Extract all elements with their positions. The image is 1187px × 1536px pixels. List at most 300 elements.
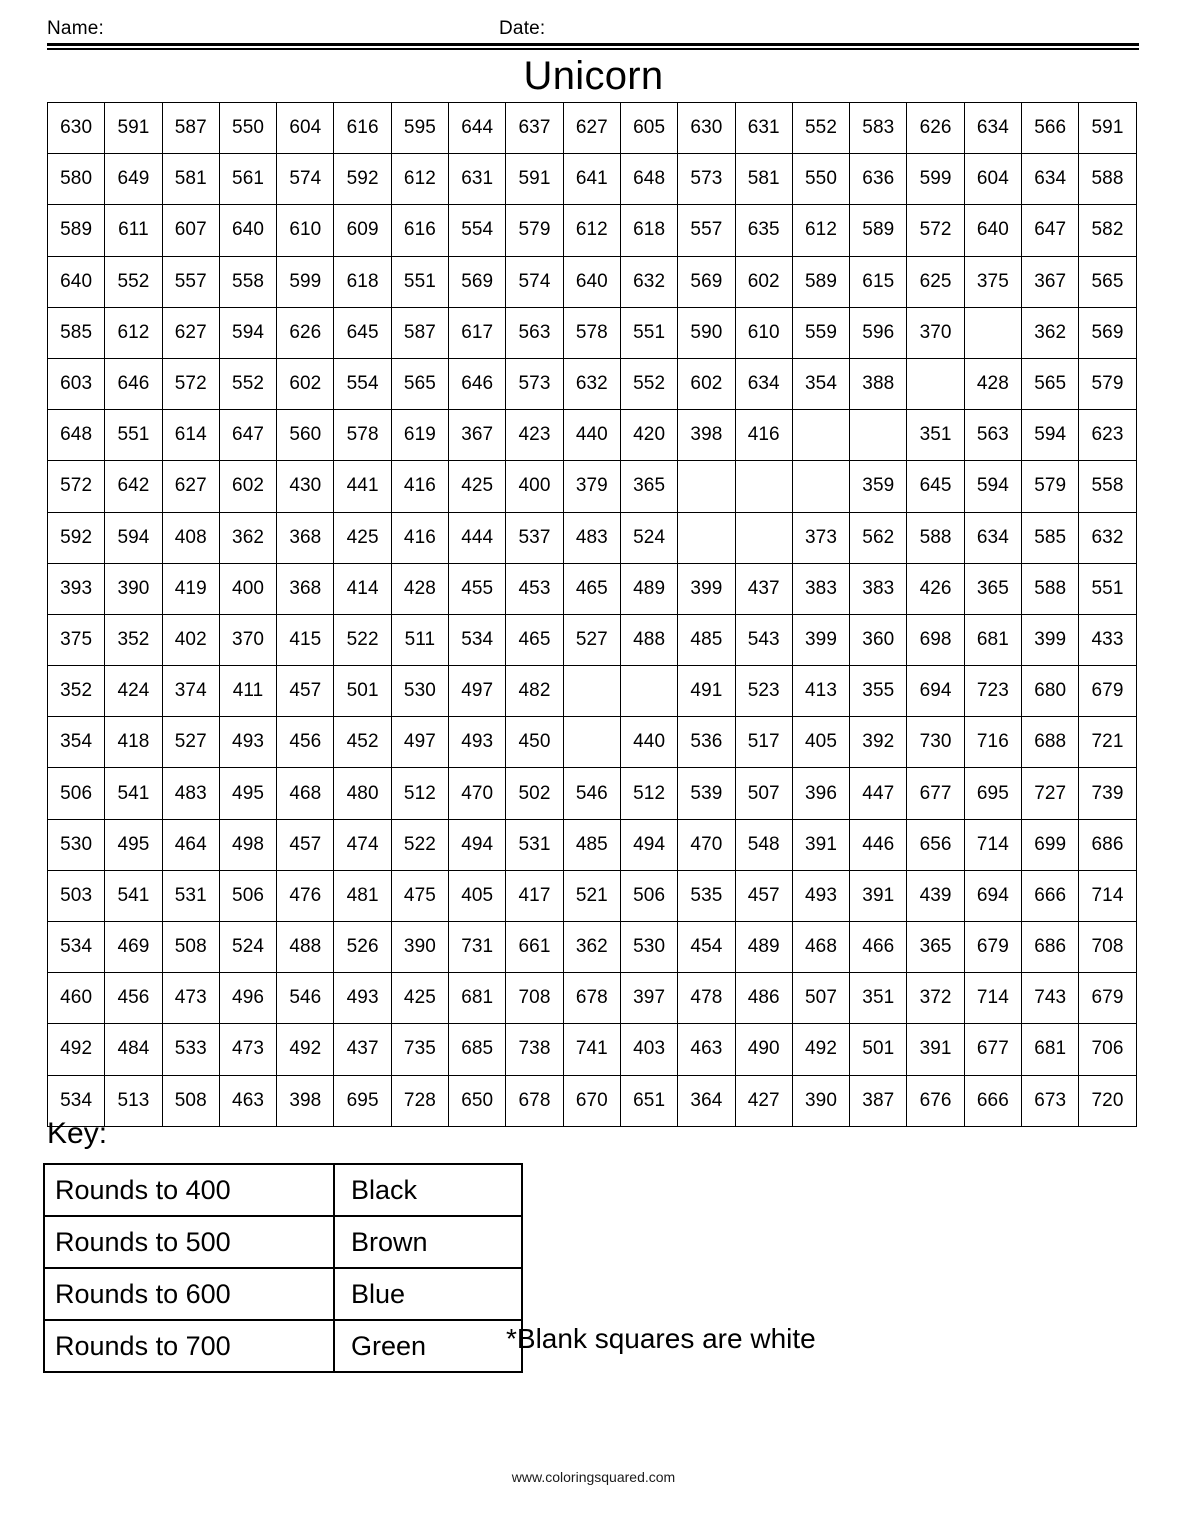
grid-cell[interactable]: 632 [620, 256, 677, 307]
grid-cell[interactable]: 530 [620, 922, 677, 973]
grid-cell[interactable]: 612 [105, 307, 162, 358]
grid-cell[interactable]: 650 [449, 1075, 506, 1126]
grid-cell[interactable]: 594 [219, 307, 276, 358]
grid-cell[interactable]: 483 [162, 768, 219, 819]
grid-cell[interactable]: 552 [620, 358, 677, 409]
grid-cell[interactable]: 522 [391, 819, 448, 870]
grid-cell[interactable]: 615 [850, 256, 907, 307]
grid-cell-blank[interactable] [563, 666, 620, 717]
grid-cell[interactable]: 579 [1079, 358, 1136, 409]
grid-cell[interactable]: 634 [964, 103, 1021, 154]
grid-cell[interactable]: 447 [850, 768, 907, 819]
grid-cell-blank[interactable] [678, 512, 735, 563]
grid-cell[interactable]: 470 [678, 819, 735, 870]
grid-cell[interactable]: 511 [391, 614, 448, 665]
grid-cell[interactable]: 530 [391, 666, 448, 717]
grid-cell[interactable]: 605 [620, 103, 677, 154]
grid-cell[interactable]: 454 [678, 922, 735, 973]
grid-cell[interactable]: 365 [964, 563, 1021, 614]
grid-cell[interactable]: 634 [735, 358, 792, 409]
grid-cell[interactable]: 501 [334, 666, 391, 717]
grid-cell[interactable]: 644 [449, 103, 506, 154]
grid-cell-blank[interactable] [850, 410, 907, 461]
grid-cell[interactable]: 450 [506, 717, 563, 768]
grid-cell-blank[interactable] [907, 358, 964, 409]
grid-cell[interactable]: 727 [1022, 768, 1079, 819]
grid-cell[interactable]: 524 [219, 922, 276, 973]
grid-cell[interactable]: 523 [735, 666, 792, 717]
grid-cell[interactable]: 591 [1079, 103, 1136, 154]
grid-cell[interactable]: 735 [391, 1024, 448, 1075]
grid-cell[interactable]: 455 [449, 563, 506, 614]
grid-cell[interactable]: 427 [735, 1075, 792, 1126]
grid-cell[interactable]: 552 [792, 103, 849, 154]
grid-cell[interactable]: 594 [1022, 410, 1079, 461]
grid-cell[interactable]: 551 [391, 256, 448, 307]
grid-cell[interactable]: 563 [964, 410, 1021, 461]
grid-cell[interactable]: 368 [277, 512, 334, 563]
grid-cell[interactable]: 550 [219, 103, 276, 154]
grid-cell[interactable]: 405 [792, 717, 849, 768]
grid-cell[interactable]: 430 [277, 461, 334, 512]
grid-cell[interactable]: 640 [219, 205, 276, 256]
grid-cell[interactable]: 399 [792, 614, 849, 665]
grid-cell[interactable]: 610 [277, 205, 334, 256]
grid-cell[interactable]: 398 [678, 410, 735, 461]
grid-cell[interactable]: 351 [850, 973, 907, 1024]
grid-cell[interactable]: 360 [850, 614, 907, 665]
grid-cell[interactable]: 631 [735, 103, 792, 154]
grid-cell[interactable]: 594 [105, 512, 162, 563]
grid-cell[interactable]: 565 [391, 358, 448, 409]
grid-cell-blank[interactable] [563, 717, 620, 768]
grid-cell[interactable]: 714 [964, 819, 1021, 870]
grid-cell[interactable]: 589 [792, 256, 849, 307]
grid-cell[interactable]: 588 [907, 512, 964, 563]
grid-cell[interactable]: 460 [48, 973, 105, 1024]
grid-cell[interactable]: 565 [1079, 256, 1136, 307]
grid-cell[interactable]: 486 [735, 973, 792, 1024]
grid-cell[interactable]: 424 [105, 666, 162, 717]
grid-cell[interactable]: 618 [620, 205, 677, 256]
grid-cell[interactable]: 466 [850, 922, 907, 973]
grid-cell[interactable]: 364 [678, 1075, 735, 1126]
grid-cell[interactable]: 512 [620, 768, 677, 819]
grid-cell[interactable]: 485 [678, 614, 735, 665]
grid-cell[interactable]: 351 [907, 410, 964, 461]
grid-cell[interactable]: 688 [1022, 717, 1079, 768]
grid-cell[interactable]: 534 [48, 922, 105, 973]
grid-cell[interactable]: 390 [105, 563, 162, 614]
grid-cell[interactable]: 569 [1079, 307, 1136, 358]
grid-cell[interactable]: 354 [48, 717, 105, 768]
grid-cell[interactable]: 419 [162, 563, 219, 614]
grid-cell[interactable]: 616 [334, 103, 391, 154]
grid-cell[interactable]: 640 [964, 205, 1021, 256]
grid-cell[interactable]: 592 [334, 154, 391, 205]
grid-cell[interactable]: 390 [792, 1075, 849, 1126]
grid-cell[interactable]: 375 [48, 614, 105, 665]
grid-cell[interactable]: 679 [1079, 666, 1136, 717]
grid-cell[interactable]: 623 [1079, 410, 1136, 461]
grid-cell[interactable]: 694 [964, 870, 1021, 921]
grid-cell[interactable]: 468 [277, 768, 334, 819]
grid-cell[interactable]: 522 [334, 614, 391, 665]
grid-cell[interactable]: 368 [277, 563, 334, 614]
grid-cell[interactable]: 391 [850, 870, 907, 921]
grid-cell[interactable]: 561 [219, 154, 276, 205]
grid-cell[interactable]: 491 [678, 666, 735, 717]
grid-cell-blank[interactable] [678, 461, 735, 512]
grid-cell[interactable]: 444 [449, 512, 506, 563]
grid-cell[interactable]: 493 [219, 717, 276, 768]
grid-cell[interactable]: 602 [678, 358, 735, 409]
grid-cell[interactable]: 551 [1079, 563, 1136, 614]
grid-cell[interactable]: 541 [105, 870, 162, 921]
grid-cell[interactable]: 370 [907, 307, 964, 358]
grid-cell[interactable]: 678 [563, 973, 620, 1024]
grid-cell[interactable]: 587 [391, 307, 448, 358]
grid-cell[interactable]: 483 [563, 512, 620, 563]
grid-cell[interactable]: 670 [563, 1075, 620, 1126]
grid-cell[interactable]: 506 [620, 870, 677, 921]
grid-cell[interactable]: 604 [277, 103, 334, 154]
grid-cell[interactable]: 589 [48, 205, 105, 256]
grid-cell[interactable]: 370 [219, 614, 276, 665]
grid-cell[interactable]: 604 [964, 154, 1021, 205]
grid-cell[interactable]: 383 [850, 563, 907, 614]
grid-cell[interactable]: 602 [735, 256, 792, 307]
grid-cell[interactable]: 599 [907, 154, 964, 205]
grid-cell[interactable]: 493 [792, 870, 849, 921]
grid-cell[interactable]: 527 [563, 614, 620, 665]
grid-cell[interactable]: 365 [907, 922, 964, 973]
grid-cell[interactable]: 609 [334, 205, 391, 256]
grid-cell[interactable]: 618 [334, 256, 391, 307]
grid-cell[interactable]: 396 [792, 768, 849, 819]
grid-cell[interactable]: 498 [219, 819, 276, 870]
grid-cell[interactable]: 632 [1079, 512, 1136, 563]
grid-cell[interactable]: 457 [277, 666, 334, 717]
grid-cell[interactable]: 573 [678, 154, 735, 205]
grid-cell[interactable]: 611 [105, 205, 162, 256]
grid-cell-blank[interactable] [735, 461, 792, 512]
grid-cell[interactable]: 457 [735, 870, 792, 921]
grid-cell[interactable]: 379 [563, 461, 620, 512]
grid-cell[interactable]: 530 [48, 819, 105, 870]
grid-cell[interactable]: 666 [1022, 870, 1079, 921]
grid-cell[interactable]: 478 [678, 973, 735, 1024]
grid-cell[interactable]: 508 [162, 922, 219, 973]
grid-cell[interactable]: 383 [792, 563, 849, 614]
grid-cell[interactable]: 651 [620, 1075, 677, 1126]
grid-cell[interactable]: 533 [162, 1024, 219, 1075]
grid-cell[interactable]: 485 [563, 819, 620, 870]
grid-cell[interactable]: 557 [162, 256, 219, 307]
grid-cell[interactable]: 677 [907, 768, 964, 819]
grid-cell[interactable]: 590 [678, 307, 735, 358]
grid-cell[interactable]: 599 [277, 256, 334, 307]
grid-cell[interactable]: 679 [1079, 973, 1136, 1024]
grid-cell[interactable]: 551 [105, 410, 162, 461]
grid-cell[interactable]: 634 [964, 512, 1021, 563]
grid-cell[interactable]: 642 [105, 461, 162, 512]
grid-cell[interactable]: 634 [1022, 154, 1079, 205]
grid-cell[interactable]: 681 [1022, 1024, 1079, 1075]
grid-cell[interactable]: 506 [48, 768, 105, 819]
grid-cell[interactable]: 355 [850, 666, 907, 717]
grid-cell[interactable]: 423 [506, 410, 563, 461]
grid-cell[interactable]: 488 [277, 922, 334, 973]
grid-cell[interactable]: 640 [48, 256, 105, 307]
grid-cell[interactable]: 645 [907, 461, 964, 512]
grid-cell[interactable]: 574 [506, 256, 563, 307]
grid-cell[interactable]: 616 [391, 205, 448, 256]
grid-cell[interactable]: 569 [678, 256, 735, 307]
grid-cell[interactable]: 631 [449, 154, 506, 205]
grid-cell[interactable]: 495 [219, 768, 276, 819]
grid-cell[interactable]: 481 [334, 870, 391, 921]
grid-cell[interactable]: 738 [506, 1024, 563, 1075]
grid-cell[interactable]: 573 [506, 358, 563, 409]
grid-cell[interactable]: 588 [1079, 154, 1136, 205]
grid-cell[interactable]: 464 [162, 819, 219, 870]
grid-cell[interactable]: 415 [277, 614, 334, 665]
grid-cell[interactable]: 566 [1022, 103, 1079, 154]
grid-cell[interactable]: 531 [506, 819, 563, 870]
grid-cell-blank[interactable] [735, 512, 792, 563]
grid-cell[interactable]: 507 [735, 768, 792, 819]
grid-cell[interactable]: 592 [48, 512, 105, 563]
grid-cell[interactable]: 647 [219, 410, 276, 461]
grid-cell[interactable]: 619 [391, 410, 448, 461]
grid-cell[interactable]: 474 [334, 819, 391, 870]
grid-cell[interactable]: 679 [964, 922, 1021, 973]
grid-cell[interactable]: 414 [334, 563, 391, 614]
grid-cell[interactable]: 686 [1022, 922, 1079, 973]
grid-cell[interactable]: 647 [1022, 205, 1079, 256]
grid-cell[interactable]: 721 [1079, 717, 1136, 768]
grid-cell[interactable]: 636 [850, 154, 907, 205]
grid-cell[interactable]: 493 [449, 717, 506, 768]
grid-cell-blank[interactable] [792, 410, 849, 461]
grid-cell[interactable]: 465 [506, 614, 563, 665]
grid-cell[interactable]: 612 [391, 154, 448, 205]
grid-cell[interactable]: 646 [105, 358, 162, 409]
grid-cell[interactable]: 676 [907, 1075, 964, 1126]
grid-cell[interactable]: 723 [964, 666, 1021, 717]
grid-cell[interactable]: 502 [506, 768, 563, 819]
grid-cell[interactable]: 392 [850, 717, 907, 768]
grid-cell[interactable]: 428 [391, 563, 448, 614]
grid-cell[interactable]: 607 [162, 205, 219, 256]
grid-cell[interactable]: 587 [162, 103, 219, 154]
grid-cell[interactable]: 453 [506, 563, 563, 614]
grid-cell[interactable]: 416 [391, 461, 448, 512]
grid-cell[interactable]: 425 [449, 461, 506, 512]
grid-cell[interactable]: 596 [850, 307, 907, 358]
grid-cell[interactable]: 630 [48, 103, 105, 154]
grid-cell[interactable]: 572 [48, 461, 105, 512]
grid-cell[interactable]: 694 [907, 666, 964, 717]
grid-cell[interactable]: 591 [506, 154, 563, 205]
grid-cell[interactable]: 594 [964, 461, 1021, 512]
grid-cell[interactable]: 680 [1022, 666, 1079, 717]
grid-cell[interactable]: 517 [735, 717, 792, 768]
grid-cell[interactable]: 557 [678, 205, 735, 256]
grid-cell[interactable]: 602 [277, 358, 334, 409]
grid-cell[interactable]: 535 [678, 870, 735, 921]
grid-cell[interactable]: 367 [449, 410, 506, 461]
grid-cell[interactable]: 468 [792, 922, 849, 973]
grid-cell[interactable]: 534 [449, 614, 506, 665]
grid-cell[interactable]: 418 [105, 717, 162, 768]
grid-cell[interactable]: 493 [334, 973, 391, 1024]
grid-cell[interactable]: 521 [563, 870, 620, 921]
grid-cell[interactable]: 695 [334, 1075, 391, 1126]
grid-cell[interactable]: 508 [162, 1075, 219, 1126]
grid-cell[interactable]: 352 [105, 614, 162, 665]
grid-cell[interactable]: 635 [735, 205, 792, 256]
grid-cell[interactable]: 543 [735, 614, 792, 665]
grid-cell-blank[interactable] [792, 461, 849, 512]
grid-cell[interactable]: 388 [850, 358, 907, 409]
grid-cell[interactable]: 362 [219, 512, 276, 563]
grid-cell[interactable]: 562 [850, 512, 907, 563]
grid-cell[interactable]: 569 [449, 256, 506, 307]
grid-cell[interactable]: 391 [907, 1024, 964, 1075]
grid-cell[interactable]: 437 [334, 1024, 391, 1075]
grid-cell[interactable]: 465 [563, 563, 620, 614]
grid-cell[interactable]: 632 [563, 358, 620, 409]
grid-cell[interactable]: 739 [1079, 768, 1136, 819]
grid-cell[interactable]: 492 [48, 1024, 105, 1075]
grid-cell[interactable]: 630 [678, 103, 735, 154]
grid-cell[interactable]: 681 [449, 973, 506, 1024]
grid-cell[interactable]: 374 [162, 666, 219, 717]
grid-cell[interactable]: 558 [1079, 461, 1136, 512]
grid-cell[interactable]: 589 [850, 205, 907, 256]
grid-cell[interactable]: 403 [620, 1024, 677, 1075]
grid-cell[interactable]: 489 [620, 563, 677, 614]
grid-cell[interactable]: 563 [506, 307, 563, 358]
grid-cell[interactable]: 480 [334, 768, 391, 819]
grid-cell[interactable]: 463 [219, 1075, 276, 1126]
grid-cell[interactable]: 506 [219, 870, 276, 921]
grid-cell[interactable]: 417 [506, 870, 563, 921]
grid-cell[interactable]: 492 [792, 1024, 849, 1075]
grid-cell[interactable]: 475 [391, 870, 448, 921]
grid-cell[interactable]: 433 [1079, 614, 1136, 665]
grid-cell[interactable]: 602 [219, 461, 276, 512]
grid-cell[interactable]: 398 [277, 1075, 334, 1126]
grid-cell[interactable]: 537 [506, 512, 563, 563]
grid-cell[interactable]: 473 [162, 973, 219, 1024]
grid-cell-blank[interactable] [620, 666, 677, 717]
grid-cell[interactable]: 397 [620, 973, 677, 1024]
grid-cell[interactable]: 428 [964, 358, 1021, 409]
grid-cell[interactable]: 497 [391, 717, 448, 768]
grid-cell[interactable]: 536 [678, 717, 735, 768]
grid-cell[interactable]: 375 [964, 256, 1021, 307]
grid-cell[interactable]: 488 [620, 614, 677, 665]
grid-cell[interactable]: 716 [964, 717, 1021, 768]
grid-cell[interactable]: 534 [48, 1075, 105, 1126]
grid-cell[interactable]: 595 [391, 103, 448, 154]
grid-cell[interactable]: 452 [334, 717, 391, 768]
grid-cell[interactable]: 610 [735, 307, 792, 358]
grid-cell[interactable]: 681 [964, 614, 1021, 665]
grid-cell[interactable]: 677 [964, 1024, 1021, 1075]
grid-cell[interactable]: 463 [678, 1024, 735, 1075]
grid-cell[interactable]: 685 [449, 1024, 506, 1075]
grid-cell[interactable]: 554 [334, 358, 391, 409]
grid-cell[interactable]: 367 [1022, 256, 1079, 307]
grid-cell[interactable]: 572 [162, 358, 219, 409]
grid-cell[interactable]: 531 [162, 870, 219, 921]
grid-cell[interactable]: 359 [850, 461, 907, 512]
grid-cell[interactable]: 494 [620, 819, 677, 870]
grid-cell[interactable]: 714 [964, 973, 1021, 1024]
grid-cell[interactable]: 627 [563, 103, 620, 154]
grid-cell[interactable]: 558 [219, 256, 276, 307]
grid-cell[interactable]: 524 [620, 512, 677, 563]
grid-cell[interactable]: 585 [48, 307, 105, 358]
grid-cell[interactable]: 559 [792, 307, 849, 358]
grid-cell[interactable]: 400 [219, 563, 276, 614]
grid-cell[interactable]: 439 [907, 870, 964, 921]
grid-cell[interactable]: 649 [105, 154, 162, 205]
grid-cell[interactable]: 578 [563, 307, 620, 358]
grid-cell[interactable]: 365 [620, 461, 677, 512]
grid-cell[interactable]: 512 [391, 768, 448, 819]
grid-cell[interactable]: 550 [792, 154, 849, 205]
grid-cell[interactable]: 583 [850, 103, 907, 154]
grid-cell[interactable]: 420 [620, 410, 677, 461]
grid-cell[interactable]: 554 [449, 205, 506, 256]
grid-cell[interactable]: 730 [907, 717, 964, 768]
grid-cell[interactable]: 416 [735, 410, 792, 461]
grid-cell[interactable]: 552 [105, 256, 162, 307]
grid-cell[interactable]: 411 [219, 666, 276, 717]
grid-cell[interactable]: 552 [219, 358, 276, 409]
grid-cell[interactable]: 408 [162, 512, 219, 563]
grid-cell[interactable]: 641 [563, 154, 620, 205]
grid-cell[interactable]: 582 [1079, 205, 1136, 256]
grid-cell[interactable]: 695 [964, 768, 1021, 819]
grid-cell[interactable]: 546 [277, 973, 334, 1024]
grid-cell[interactable]: 661 [506, 922, 563, 973]
grid-cell[interactable]: 627 [162, 461, 219, 512]
grid-cell-blank[interactable] [964, 307, 1021, 358]
grid-cell[interactable]: 425 [334, 512, 391, 563]
grid-cell[interactable]: 637 [506, 103, 563, 154]
grid-cell[interactable]: 706 [1079, 1024, 1136, 1075]
grid-cell[interactable]: 581 [735, 154, 792, 205]
grid-cell[interactable]: 426 [907, 563, 964, 614]
grid-cell[interactable]: 501 [850, 1024, 907, 1075]
grid-cell[interactable]: 496 [219, 973, 276, 1024]
grid-cell[interactable]: 648 [48, 410, 105, 461]
grid-cell[interactable]: 490 [735, 1024, 792, 1075]
grid-cell[interactable]: 666 [964, 1075, 1021, 1126]
grid-cell[interactable]: 640 [563, 256, 620, 307]
grid-cell[interactable]: 440 [620, 717, 677, 768]
grid-cell[interactable]: 673 [1022, 1075, 1079, 1126]
grid-cell[interactable]: 484 [105, 1024, 162, 1075]
grid-cell[interactable]: 437 [735, 563, 792, 614]
grid-cell[interactable]: 574 [277, 154, 334, 205]
